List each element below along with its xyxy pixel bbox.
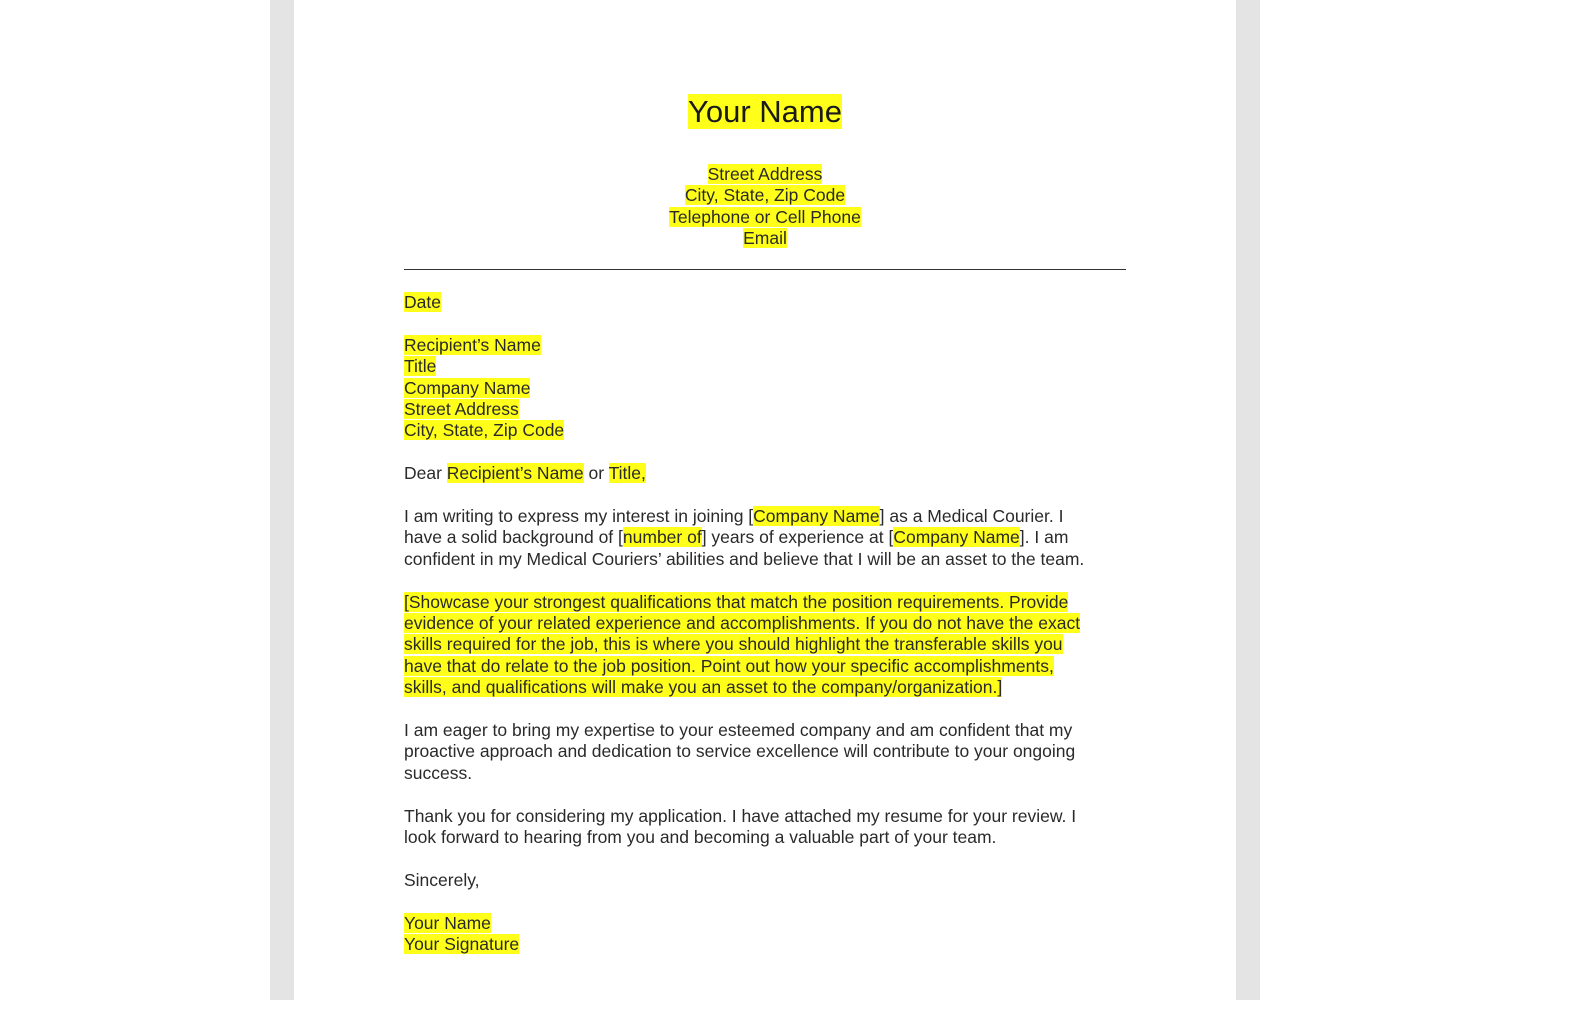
letter-line (404, 677, 1144, 698)
letter-paragraph (404, 913, 1144, 956)
letter-text: Thank you for considering my application. I have attached my resume for your review. I (404, 805, 1077, 826)
letter-paragraph (404, 506, 1144, 570)
placeholder-text: Recipient’s Name (404, 334, 541, 355)
letter-body (404, 292, 1144, 977)
letter-line (404, 763, 1144, 784)
page-shadow-left (270, 0, 294, 1000)
letter-line (404, 827, 1144, 848)
letter-text: have a solid background of [ (404, 527, 623, 548)
letter-line (404, 934, 1144, 955)
letter-paragraph (404, 870, 1144, 891)
letter-text: look forward to hearing from you and becoming a valuable part of your team. (404, 827, 997, 848)
letter-paragraph (404, 463, 1144, 484)
placeholder-text: skills, and qualifications will make you an asset to the company/organization.] (404, 677, 1003, 698)
letter-text: Sincerely, (404, 869, 480, 890)
placeholder-text: Recipient’s Name (446, 463, 584, 484)
placeholder-text: evidence of your related experience and accomplishments. If you do not have the exact (404, 613, 1081, 634)
placeholder-text: Your Name (404, 912, 491, 933)
letter-line (404, 549, 1144, 570)
placeholder-text: Company Name (753, 506, 880, 527)
letter-line (404, 399, 1144, 420)
page-shadow-right (1236, 0, 1260, 1000)
letter-line (404, 634, 1144, 655)
placeholder-text: [Showcase your strongest qualifications that match the position requirements. Provide (404, 591, 1069, 612)
sender-name-text: Your Name (688, 94, 842, 129)
letter-line (404, 741, 1144, 762)
placeholder-text: Street Address (404, 399, 519, 420)
letter-line (404, 806, 1144, 827)
letter-paragraph (404, 806, 1144, 849)
letter-text: success. (404, 762, 473, 783)
letter-line (404, 613, 1144, 634)
letter-line (404, 870, 1144, 891)
letter-line (404, 463, 1144, 484)
phone: Telephone or Cell Phone (669, 206, 861, 227)
letter-line (404, 720, 1144, 741)
letter-text: I am eager to bring my expertise to your esteemed company and am confident that my (404, 720, 1073, 741)
letter-paragraph (404, 292, 1144, 313)
letter-text: I am writing to express my interest in joining [ (404, 506, 754, 527)
letter-line (404, 420, 1144, 441)
placeholder-text: skills required for the job, this is where you should highlight the transferable skills you (404, 634, 1063, 655)
letter-paragraph (404, 720, 1144, 784)
placeholder-text: Your Signature (404, 934, 520, 955)
placeholder-text: Title, (608, 463, 646, 484)
placeholder-text: Company Name (404, 377, 531, 398)
header-divider (404, 269, 1126, 270)
letter-text: Dear (404, 463, 447, 484)
letter-line (404, 378, 1144, 399)
placeholder-text: Company Name (893, 527, 1020, 548)
placeholder-text: Date (404, 292, 441, 312)
letter-text: ]. I am (1019, 527, 1069, 548)
letter-text: proactive approach and dedication to service excellence will contribute to your ongoing (404, 741, 1076, 762)
letter-line (404, 506, 1144, 527)
sender-name (294, 92, 1236, 132)
city-state-zip: City, State, Zip Code (684, 185, 846, 206)
letter-text: ] years of experience at [ (701, 527, 894, 548)
email: Email (743, 228, 787, 249)
letter-text: confident in my Medical Couriers’ abilities and believe that I will be an asset to the team. (404, 548, 1085, 569)
letter-line (404, 356, 1144, 377)
letter-paragraph (404, 335, 1144, 442)
letter-line (404, 292, 1144, 313)
letter-line (404, 335, 1144, 356)
letter-line (404, 656, 1144, 677)
street-address: Street Address (707, 164, 823, 184)
placeholder-text: number of (622, 527, 702, 548)
placeholder-text: Title (404, 356, 437, 377)
letter-paragraph (404, 592, 1144, 699)
placeholder-text: have that do relate to the job position. Point out how your specific accomplishments, (404, 655, 1054, 676)
letter-line (404, 913, 1144, 934)
sender-address (294, 164, 1236, 250)
letter-text: or (583, 463, 609, 484)
letter-line (404, 592, 1144, 613)
placeholder-text: City, State, Zip Code (404, 420, 565, 441)
document-page (294, 0, 1236, 1000)
letter-line (404, 527, 1144, 548)
letter-text: ] as a Medical Courier. I (879, 506, 1064, 527)
